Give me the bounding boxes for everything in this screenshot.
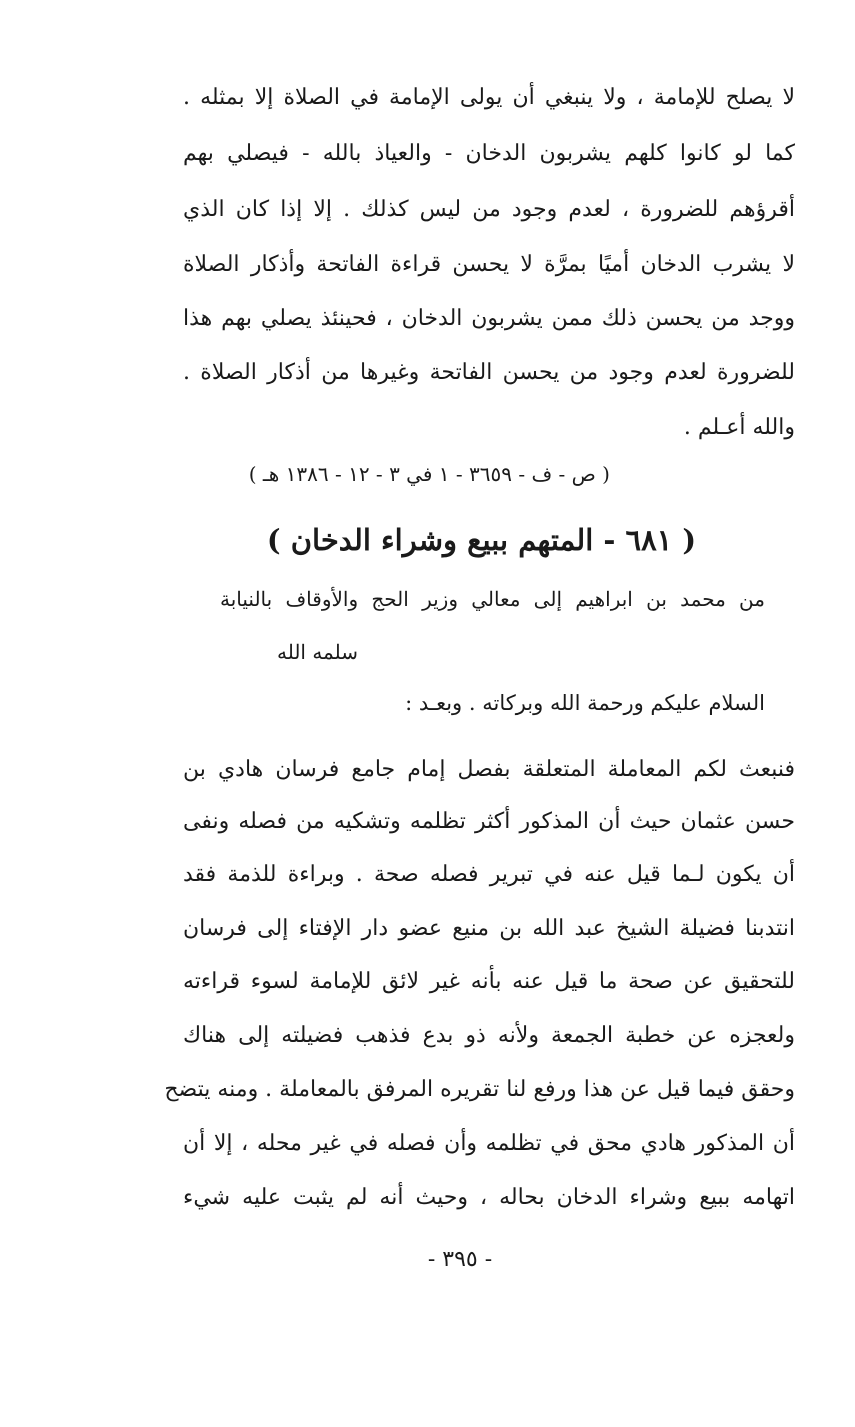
- text-line: للتحقيق عن صحة ما قيل عنه بأنه غير لائق للإمامة لسوء قراءته: [183, 969, 795, 994]
- greeting-line: السلام عليكم ورحمة الله وبركاته . وبعـد :: [405, 691, 765, 715]
- text-line: لا يصلح للإمامة ، ولا ينبغي أن يولى الإمامة في الصلاة إلا بمثله .: [183, 85, 795, 110]
- section-title: ( ٦٨١ - المتهم ببيع وشراء الدخان ): [266, 523, 697, 557]
- text-line: اتهامه ببيع وشراء الدخان بحاله ، وحيث أنه لم يثبت عليه شيء: [183, 1185, 795, 1210]
- text-line: حسن عثمان حيث أن المذكور أكثر تظلمه وتشكيه من فصله ونفى: [183, 809, 795, 834]
- text-line: والله أعـلم .: [683, 415, 795, 440]
- text-line: انتدبنا فضيلة الشيخ عبد الله بن منيع عضو دار الإفتاء إلى فرسان: [183, 916, 795, 941]
- page-number: - ٣٩٥ -: [427, 1247, 493, 1272]
- text-line: كما لو كانوا كلهم يشربون الدخان - والعياذ بالله - فيصلي بهم: [183, 141, 795, 166]
- text-line: أن المذكور هادي محق في تظلمه وأن فصله في غير محله ، إلا أن: [183, 1131, 795, 1156]
- text-line: وحقق فيما قيل عن هذا ورفع لنا تقريره المرفق بالمعاملة . ومنه يتضح: [164, 1077, 795, 1102]
- text-line: فنبعث لكم المعاملة المتعلقة بفصل إمام جامع فرسان هادي بن: [183, 757, 795, 782]
- text-line: أن يكون لـما قيل عنه في تبرير فصله صحة . وبراءة للذمة فقد: [183, 862, 795, 887]
- salutation-line: سلمه الله: [276, 640, 358, 664]
- text-line: لا يشرب الدخان أميًا بمرَّة لا يحسن قراءة الفاتحة وأذكار الصلاة: [183, 252, 795, 277]
- reference-line: ( ص - ف - ٣٦٥٩ - ١ في ٣ - ١٢ - ١٣٨٦ هـ ): [248, 462, 610, 486]
- text-line: أقرؤهم للضرورة ، لعدم وجود من ليس كذلك . إلا إذا كان الذي: [183, 197, 795, 222]
- text-line: ولعجزه عن خطبة الجمعة ولأنه ذو بدع فذهب فضيلته إلى هناك: [183, 1023, 795, 1048]
- text-line: للضرورة لعدم وجود من يحسن الفاتحة وغيرها من أذكار الصلاة .: [183, 360, 795, 385]
- address-line: من محمد بن ابراهيم إلى معالي وزير الحج والأوقاف بالنيابة: [220, 587, 765, 611]
- text-line: ووجد من يحسن ذلك ممن يشربون الدخان ، فحينئذ يصلي بهم هذا: [183, 306, 795, 331]
